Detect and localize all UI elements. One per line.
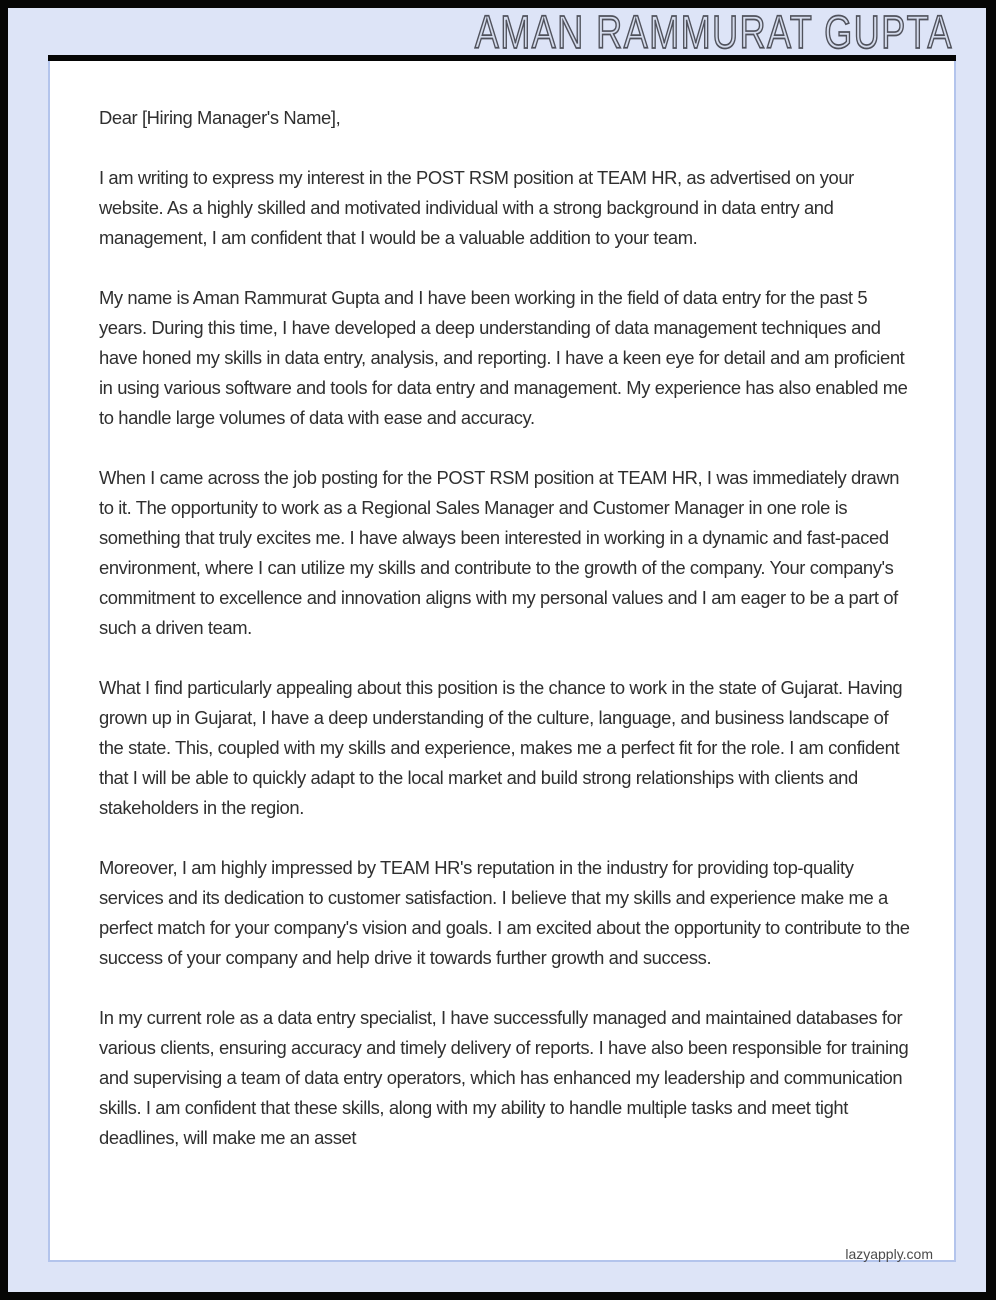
letter-page bbox=[48, 61, 956, 1262]
letter-paragraph: My name is Aman Rammurat Gupta and I have been working in the field of data entry for the past 5 years. During this time, I have developed a deep understanding of data management techniques and have honed my skills in data entry, analysis, and reporting. I have a keen eye for detail and am proficient in using various software and tools for data entry and management. My experience has also enabled me to handle large volumes of data with ease and accuracy. bbox=[99, 287, 908, 428]
letter-header bbox=[8, 6, 986, 58]
letter-paragraph: I am writing to express my interest in the POST RSM position at TEAM HR, as advertised on your website. As a highly skilled and motivated individual with a strong background in data entry and management, I am confident that I would be a valuable addition to your team. bbox=[99, 167, 854, 248]
letter-paragraph: When I came across the job posting for the POST RSM position at TEAM HR, I was immediately drawn to it. The opportunity to work as a Regional Sales Manager and Customer Manager in one role is something that truly excites me. I have always been interested in working in a dynamic and fast-paced environment, where I can utilize my skills and contribute to the growth of the company. Your company's commitment to excellence and innovation aligns with my personal values and I am eager to be a part of such a driven team. bbox=[99, 467, 900, 638]
letter-paragraph: Moreover, I am highly impressed by TEAM HR's reputation in the industry for providing top-quality services and its dedication to customer satisfaction. I believe that my skills and experience make me a perfect match for your company's vision and goals. I am excited about the opportunity to contribute to the success of your company and help drive it towards further growth and success. bbox=[99, 857, 910, 968]
letter-paragraph: In my current role as a data entry specialist, I have successfully managed and maintained databases for various clients, ensuring accuracy and timely delivery of reports. I have also been responsible for training and supervising a team of data entry operators, which has enhanced my leadership and communication skills. I am confident that these skills, along with my ability to handle multiple tasks and meet tight deadlines, will make me an asset bbox=[99, 1007, 909, 1148]
letter-paragraph: What I find particularly appealing about this position is the chance to work in the state of Gujarat. Having grown up in Gujarat, I have a deep understanding of the culture, language, and business landscape of the state. This, coupled with my skills and experience, makes me a perfect fit for the role. I am confident that I will be able to quickly adapt to the local market and build strong relationships with clients and stakeholders in the region. bbox=[99, 677, 903, 818]
applicant-name: AMAN RAMMURAT GUPTA bbox=[474, 6, 953, 58]
watermark: lazyapply.com bbox=[845, 1246, 933, 1262]
salutation: Dear [Hiring Manager's Name], bbox=[99, 107, 341, 128]
